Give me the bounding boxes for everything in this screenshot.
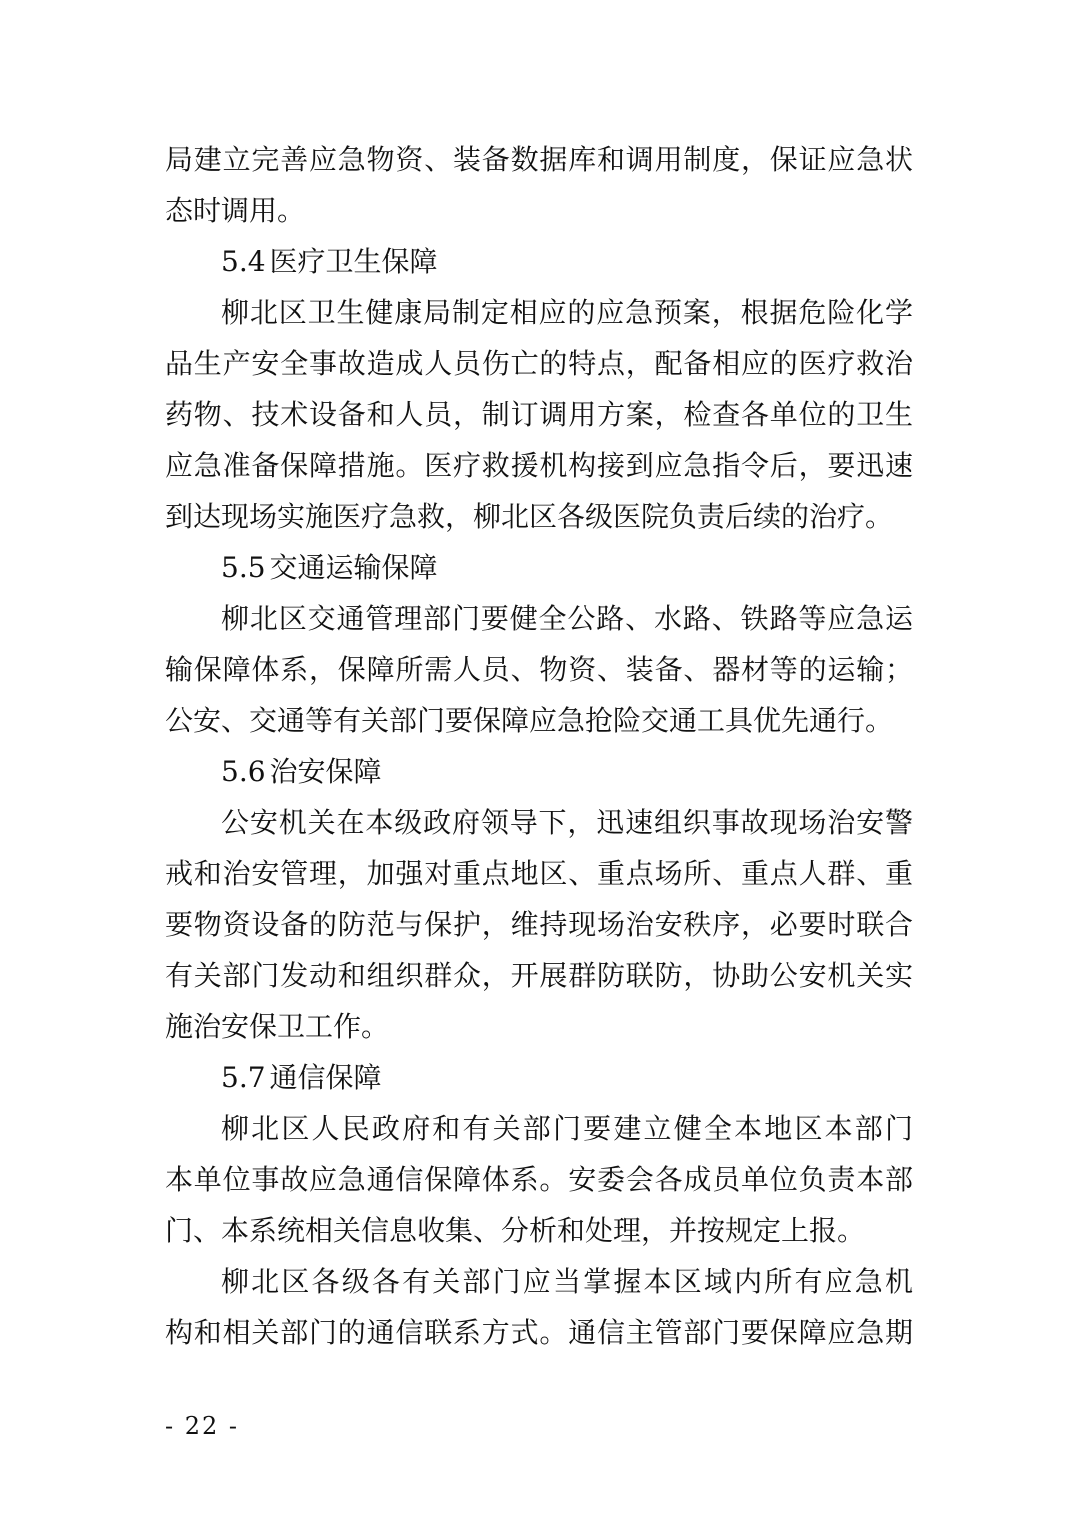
section-number: 5.4 bbox=[221, 245, 266, 278]
section-number: 5.6 bbox=[221, 755, 266, 788]
section-number: 5.7 bbox=[221, 1061, 266, 1094]
paragraph-line: 应急准备保障措施。医疗救援机构接到应急指令后，要迅速 bbox=[165, 449, 913, 482]
document-body bbox=[165, 134, 913, 1358]
paragraph-line: 到达现场实施医疗急救，柳北区各级医院负责后续的治疗。 bbox=[165, 500, 894, 533]
paragraph-line: 药物、技术设备和人员，制订调用方案，检查各单位的卫生 bbox=[165, 398, 913, 431]
section-heading-5-5 bbox=[165, 542, 913, 593]
paragraph-line: 柳北区卫生健康局制定相应的应急预案，根据危险化学 bbox=[221, 296, 913, 329]
paragraph-line: 柳北区交通管理部门要健全公路、水路、铁路等应急运 bbox=[221, 602, 913, 635]
paragraph-line: 态时调用。 bbox=[165, 194, 306, 227]
section-heading-5-4 bbox=[165, 236, 913, 287]
page-number: - 22 - bbox=[165, 1412, 240, 1440]
paragraph-line: 门、本系统相关信息收集、分析和处理，并按规定上报。 bbox=[165, 1214, 866, 1247]
section-title: 通信保障 bbox=[269, 1061, 382, 1094]
section-heading-5-6 bbox=[165, 746, 913, 797]
section-title: 治安保障 bbox=[269, 755, 382, 788]
paragraph-line: 戒和治安管理，加强对重点地区、重点场所、重点人群、重 bbox=[165, 857, 913, 890]
paragraph-line: 施治安保卫工作。 bbox=[165, 1010, 390, 1043]
paragraph-line: 柳北区各级各有关部门应当掌握本区域内所有应急机 bbox=[221, 1265, 913, 1298]
paragraph-line: 构和相关部门的通信联系方式。通信主管部门要保障应急期 bbox=[165, 1316, 913, 1349]
paragraph-line: 柳北区人民政府和有关部门要建立健全本地区本部门 bbox=[221, 1112, 913, 1145]
paragraph-line: 公安、交通等有关部门要保障应急抢险交通工具优先通行。 bbox=[165, 704, 894, 737]
paragraph-line: 要物资设备的防范与保护，维持现场治安秩序，必要时联合 bbox=[165, 908, 913, 941]
section-number: 5.5 bbox=[221, 551, 266, 584]
section-heading-5-7 bbox=[165, 1052, 913, 1103]
paragraph-line: 有关部门发动和组织群众，开展群防联防，协助公安机关实 bbox=[165, 959, 913, 992]
section-title: 交通运输保障 bbox=[269, 551, 438, 584]
paragraph-line: 局建立完善应急物资、装备数据库和调用制度，保证应急状 bbox=[165, 143, 913, 176]
paragraph-line: 品生产安全事故造成人员伤亡的特点，配备相应的医疗救治 bbox=[165, 347, 913, 380]
paragraph-line: 公安机关在本级政府领导下，迅速组织事故现场治安警 bbox=[221, 806, 913, 839]
paragraph-line: 输保障体系，保障所需人员、物资、装备、器材等的运输； bbox=[165, 653, 913, 686]
section-title: 医疗卫生保障 bbox=[269, 245, 438, 278]
paragraph-line: 本单位事故应急通信保障体系。安委会各成员单位负责本部 bbox=[165, 1163, 913, 1196]
